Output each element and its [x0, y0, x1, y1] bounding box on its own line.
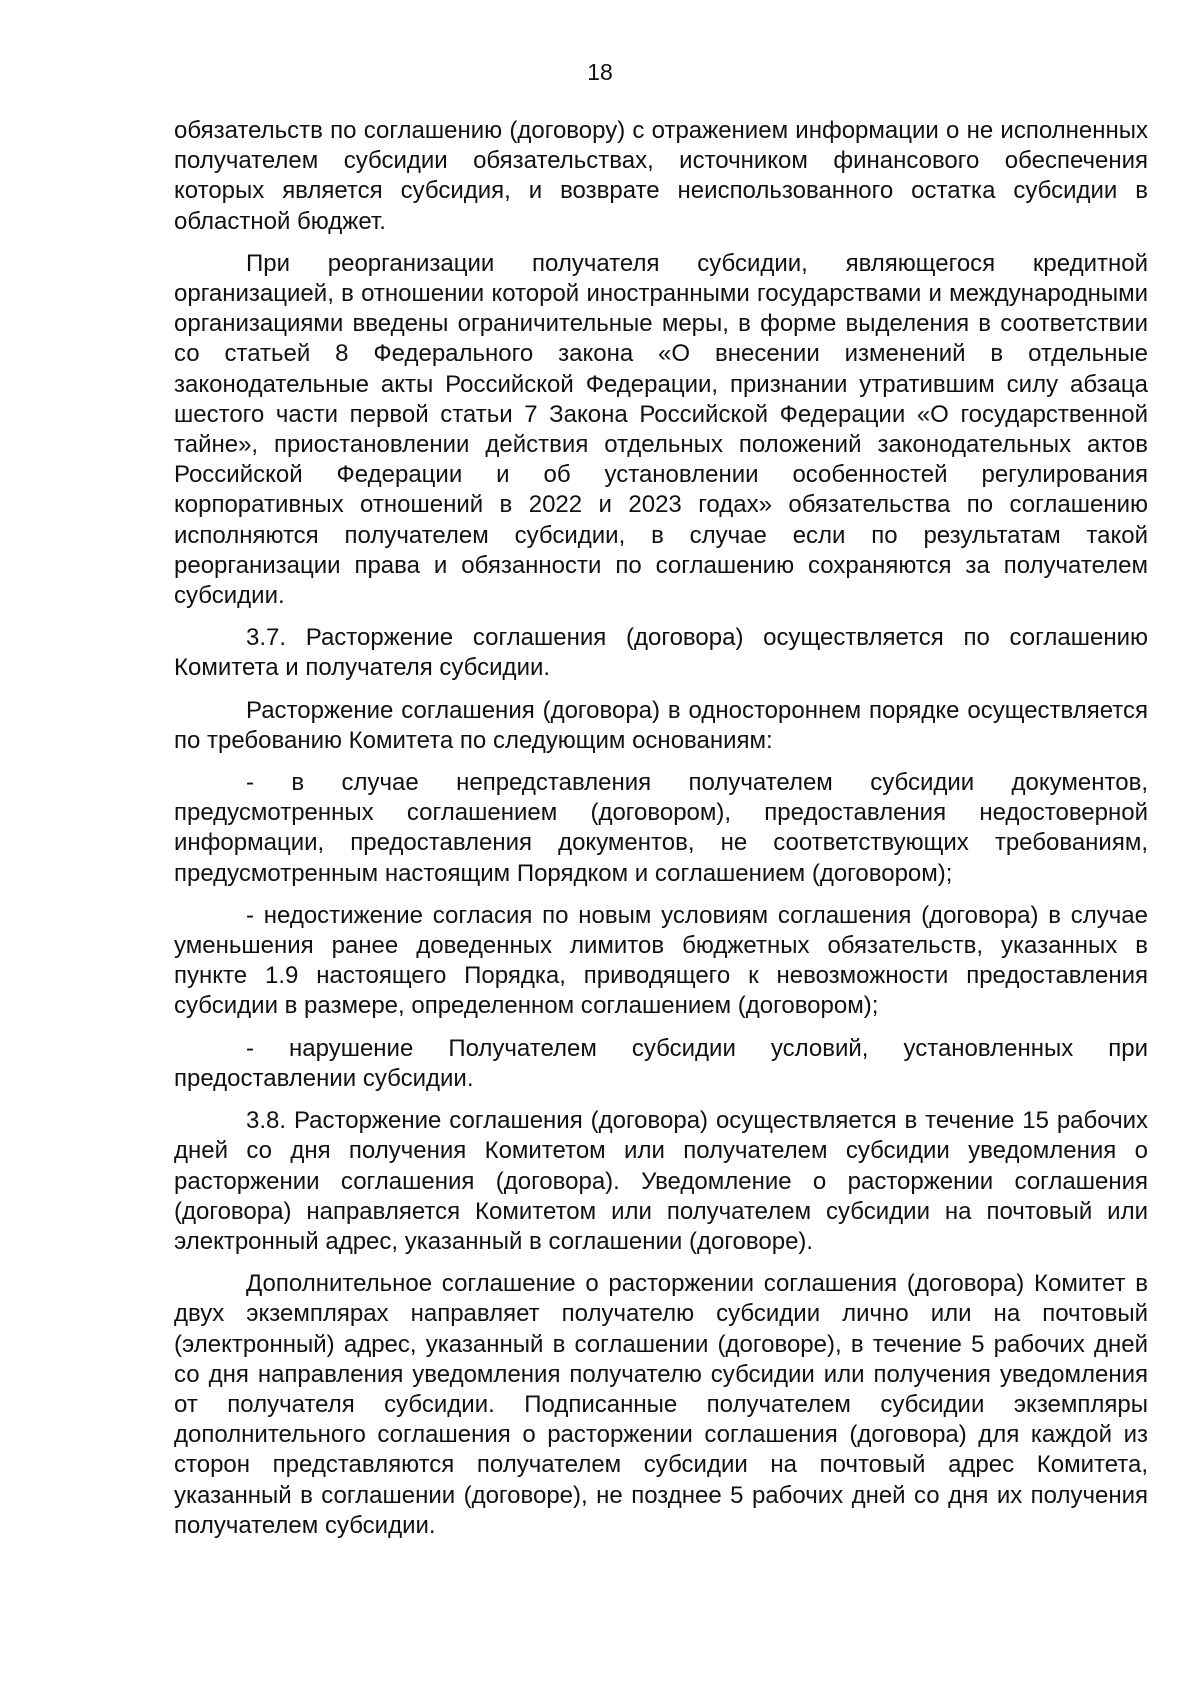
page-number: 18	[587, 59, 613, 85]
paragraph-unilateral-termination: Расторжение соглашения (договора) в одностороннем порядке осуществляется по требованию Комитета по следующим основаниям:	[174, 696, 1148, 754]
paragraph-3-8: 3.8. Расторжение соглашения (договора) осуществляется в течение 15 рабочих дней со дня получения Комитетом или получателем субсидии уведомления о расторжении соглашения (договора). Уведомление о расторжении соглашения (договора) направляется Комитетом или получателем субсидии на почтовый или электронный адрес, указанный в соглашении (договоре).	[174, 1107, 1148, 1255]
paragraph-additional-agreement: Дополнительное соглашение о расторжении соглашения (договора) Комитет в двух экземплярах направляет получателю субсидии лично или на почтовый (электронный) адрес, указанный в соглашении (договоре), в течение 5 рабочих дней со дня направления уведомления получателю субсидии или получения уведомления от получателя субсидии. Подписанные получателем субсидии экземпляры дополнительного соглашения о расторжении соглашения (договора) для каждой из сторон представляются получателем субсидии на почтовый адрес Комитета, указанный в соглашении (договоре), не позднее 5 рабочих дней со дня их получения получателем субсидии.	[174, 1270, 1148, 1539]
list-item-non-submission: - в случае непредставления получателем субсидии документов, предусмотренных соглашением (договором), предоставления недостоверной информации, предоставления документов, не соответствующих требованиям, предусмотренным настоящим Порядком и соглашением (договором);	[174, 769, 1148, 887]
document-body	[174, 116, 1148, 1553]
list-item-no-agreement: - недостижение согласия по новым условиям соглашения (договора) в случае уменьшения ранее доведенных лимитов бюджетных обязательств, указанных в пункте 1.9 настоящего Порядка, приводящего к невозможности предоставления субсидии в размере, определенном соглашением (договором);	[174, 901, 1148, 1020]
paragraph-continuation: обязательств по соглашению (договору) с отражением информации о не исполненных получателем субсидии обязательствах, источником финансового обеспечения которых является субсидия, и возврате неиспользованного остатка субсидии в областной бюджет.	[174, 117, 1148, 235]
list-item-violation: - нарушение Получателем субсидии условий, установленных при предоставлении субсидии.	[174, 1034, 1148, 1092]
paragraph-reorganization: При реорганизации получателя субсидии, являющегося кредитной организацией, в отношении которой иностранными государствами и международными организациями введены ограничительные меры, в форме выделения в соответствии со статьей 8 Федерального закона «О внесении изменений в отдельные законодательные акты Российской Федерации, признании утратившим силу абзаца шестого части первой статьи 7 Закона Российской Федерации «О государственной тайне», приостановлении действия отдельных положений законодательных актов Российской Федерации и об установлении особенностей регулирования корпоративных отношений в 2022 и 2023 годах» обязательства по соглашению исполняются получателем субсидии, в случае если по результатам такой реорганизации права и обязанности по соглашению сохраняются за получателем субсидии.	[174, 249, 1148, 610]
paragraph-3-7: 3.7. Расторжение соглашения (договора) осуществляется по соглашению Комитета и получателя субсидии.	[174, 624, 1148, 682]
